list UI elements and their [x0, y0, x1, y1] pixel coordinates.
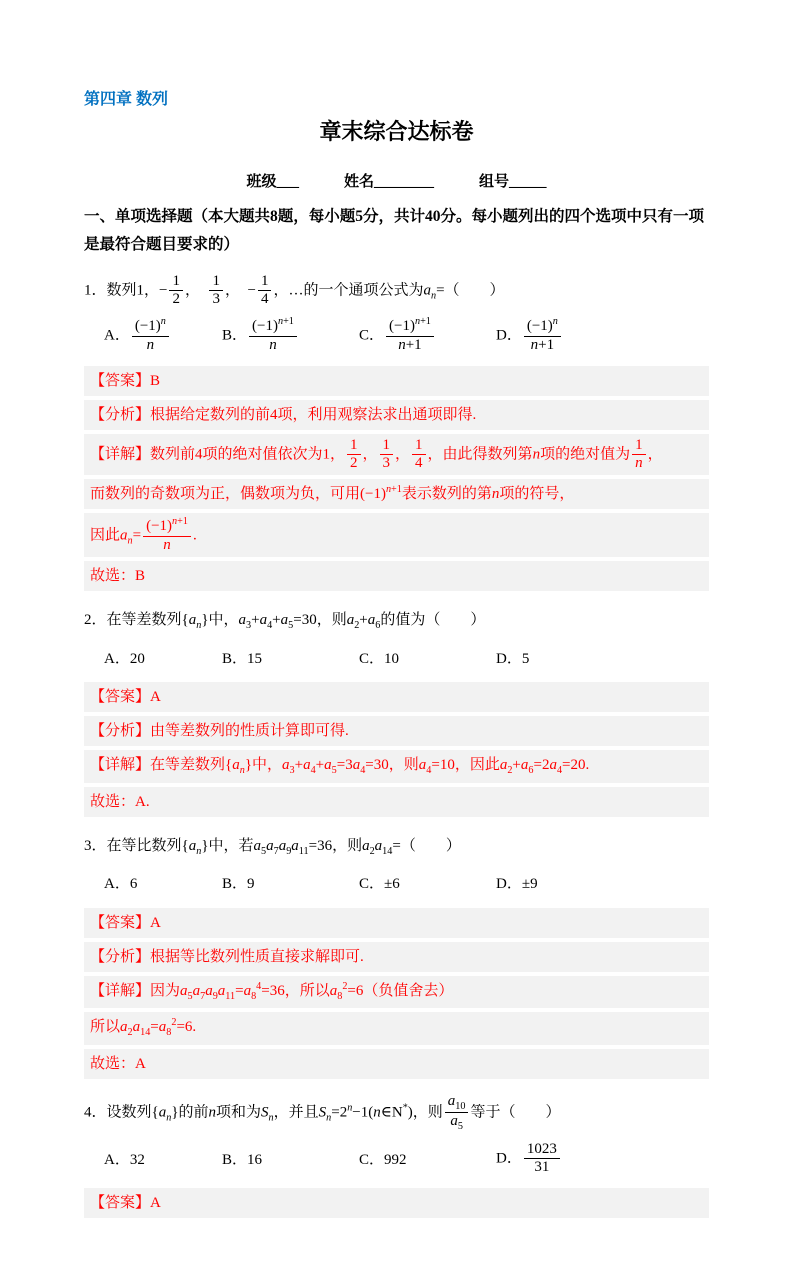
option: B．15: [222, 650, 263, 667]
fraction: $\frac{(-1)^n}{n}$: [132, 316, 169, 354]
fraction: $\frac{1}{4}$: [258, 273, 272, 309]
option: A． $\frac{(-1)^n}{n}$: [104, 316, 222, 354]
chapter-heading: 第四章 数列: [84, 91, 169, 108]
solution-line: 故选：A.: [84, 787, 709, 817]
option: D．5: [496, 650, 530, 667]
fraction: $\frac{1}{3}$: [380, 437, 394, 473]
options-row: [84, 870, 709, 896]
solution-line: 所以$a_2a_{14}=a_8^2=6$.: [84, 1012, 709, 1044]
options-row: [84, 316, 709, 354]
fraction: $\frac{1}{2}$: [347, 437, 361, 473]
option: B．16: [222, 1152, 263, 1169]
student-info-line: 班级___ 姓名________ 组号_____: [246, 174, 547, 190]
solution-line: 【详解】因为$a_5a_7a_9a_{11}=a_8^4=36$，所以$a_8^2=6$（负值舍去）: [84, 976, 709, 1008]
question-block: [84, 831, 709, 1079]
solution-line: 【分析】根据给定数列的前4项，利用观察法求出通项即得.: [84, 400, 709, 430]
fraction: $\frac{1}{n}$: [632, 437, 646, 473]
solution-line: 【答案】A: [84, 682, 709, 712]
solution-line: 【分析】由等差数列的性质计算即可得.: [84, 716, 709, 746]
questions-container: [84, 273, 709, 1219]
solution-line: 【答案】B: [84, 366, 709, 396]
option: A．32: [104, 1152, 145, 1169]
option: D． $\frac{1023}{31}$: [496, 1141, 562, 1177]
option: C．992: [359, 1152, 407, 1169]
solution-line: 故选：A: [84, 1049, 709, 1079]
fraction: $\frac{(-1)^{n+1}}{n}$: [249, 316, 297, 354]
solution-line: 【详解】在等差数列$\{a_n\}$中，$a_3+a_4+a_5=3a_4=30$，则$a_4=10$，因此$a_2+a_6=2a_4=20$.: [84, 750, 709, 782]
solution-line: 而数列的奇数项为正，偶数项为负，可用$(-1)^{n+1}$表示数列的第n项的符号，: [84, 479, 709, 509]
page-title: 章末综合达标卷: [319, 119, 474, 144]
solution-line: 【答案】A: [84, 908, 709, 938]
fraction: $\frac{1023}{31}$: [524, 1141, 560, 1177]
question-stem: 3．在等比数列$\{a_n\}$中，若$a_5a_7a_9a_{11}=36$，则$a_2a_{14}=$（ ）: [84, 837, 461, 857]
question-block: [84, 273, 709, 591]
fraction: $\frac{1}{3}$: [209, 273, 223, 309]
fraction: $\frac{1}{2}$: [169, 273, 183, 309]
option: B． $\frac{(-1)^{n+1}}{n}$: [222, 316, 359, 354]
question-stem: 2．在等差数列$\{a_n\}$中，$a_3+a_4+a_5=30$，则$a_2+a_6$的值为（ ）: [84, 611, 486, 631]
option: A．20: [104, 650, 145, 667]
fraction: $\frac{(-1)^n}{n+1}$: [524, 316, 561, 354]
solution-line: 因此$a_n=$ $\frac{(-1)^{n+1}}{n}$ .: [84, 513, 709, 557]
fraction: $\frac{(-1)^{n+1}}{n}$: [143, 516, 191, 554]
question-stem: 4．设数列$\{a_n\}$的前n项和为$S_n$，并且$S_n=2^n-1(n\in N^*)$，则 $\frac{a_{10}}{a_5}$ 等于（ ）: [84, 1092, 561, 1133]
option: B．9: [222, 876, 255, 893]
option: C．10: [359, 650, 400, 667]
fraction: $\frac{(-1)^{n+1}}{n+1}$: [386, 316, 434, 354]
question-block: [84, 1093, 709, 1219]
fraction: $\frac{1}{4}$: [412, 437, 426, 473]
section-header: 一、单项选择题（本大题共8题，每小题5分，共计40分。每小题列出的四个选项中只有一项是最符合题目要求的）: [84, 208, 705, 253]
solution-line: 【详解】数列前4项的绝对值依次为1， $\frac{1}{2}$ ， $\frac{1}{3}$ ， $\frac{1}{4}$ ，由此得数列第n项的绝对值为 $\frac{1}{n}$ ，: [84, 434, 709, 476]
solution-line: 故选：B: [84, 561, 709, 591]
option: D．±9: [496, 876, 538, 893]
option: C．±6: [359, 876, 400, 893]
option: D． $\frac{(-1)^n}{n+1}$: [496, 316, 563, 354]
fraction: $\frac{a_{10}}{a_5}$: [445, 1093, 469, 1133]
options-row: [84, 1141, 709, 1177]
options-row: [84, 644, 709, 670]
solution-line: 【答案】A: [84, 1188, 709, 1218]
option: A．6: [104, 876, 138, 893]
question-stem: 1．数列1，− $\frac{1}{2}$ ， $\frac{1}{3}$ ， − $\frac{1}{4}$ ，…的一个通项公式为$a_n=$（ ）: [84, 272, 505, 308]
option: C． $\frac{(-1)^{n+1}}{n+1}$: [359, 316, 496, 354]
solution-line: 【分析】根据等比数列性质直接求解即可.: [84, 942, 709, 972]
question-block: [84, 605, 709, 817]
